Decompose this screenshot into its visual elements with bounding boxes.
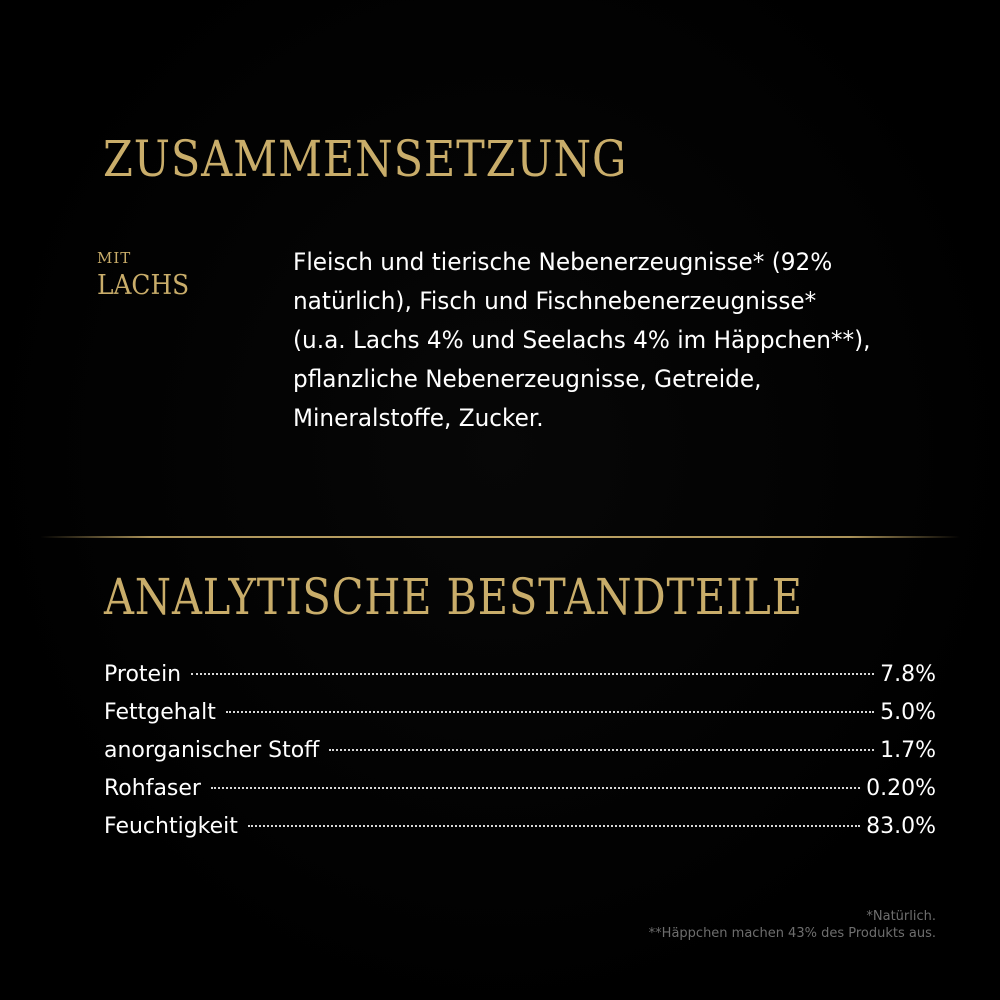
variant-label: [97, 249, 197, 303]
footnote-natural: *Natürlich.: [866, 909, 936, 924]
analytics-heading: ANALYTISCHE BESTANDTEILE: [104, 568, 803, 626]
composition-line: (u.a. Lachs 4% und Seelachs 4% im Häppchen**),: [293, 326, 871, 354]
dot-leader: [211, 787, 860, 789]
dot-leader: [329, 749, 874, 751]
dot-leader: [226, 711, 874, 713]
footnotes: [649, 908, 936, 942]
variant-label-large: LACHS: [97, 270, 190, 301]
analytics-row-fat: [104, 694, 936, 732]
analytics-value: 0.20%: [866, 776, 936, 801]
variant-label-small: MIT: [97, 249, 132, 267]
composition-heading: ZUSAMMENSETZUNG: [103, 130, 628, 188]
section-divider: [40, 536, 960, 538]
analytics-label: Rohfaser: [104, 776, 201, 801]
analytics-row-moisture: [104, 808, 936, 846]
analytics-row-ash: [104, 732, 936, 770]
composition-line: Fleisch und tierische Nebenerzeugnisse* (92%: [293, 248, 833, 276]
analytics-row-fibre: [104, 770, 936, 808]
dot-leader: [248, 825, 860, 827]
analytics-label: anorganischer Stoff: [104, 738, 320, 763]
dot-leader: [191, 673, 874, 675]
analytics-value: 1.7%: [880, 738, 936, 763]
analytics-value: 7.8%: [880, 662, 936, 687]
analytics-label: Feuchtigkeit: [104, 814, 238, 839]
analytics-label: Protein: [104, 662, 182, 687]
composition-line: natürlich), Fisch und Fischnebenerzeugnisse*: [293, 287, 817, 315]
footnote-chunks: **Häppchen machen 43% des Produkts aus.: [648, 926, 936, 941]
analytics-list: [104, 656, 936, 846]
analytics-value: 83.0%: [866, 814, 936, 839]
composition-line: Mineralstoffe, Zucker.: [293, 404, 544, 432]
composition-line: pflanzliche Nebenerzeugnisse, Getreide,: [293, 365, 762, 393]
analytics-value: 5.0%: [880, 700, 936, 725]
composition-text: [293, 243, 973, 438]
analytics-row-protein: [104, 656, 936, 694]
analytics-label: Fettgehalt: [104, 700, 216, 725]
